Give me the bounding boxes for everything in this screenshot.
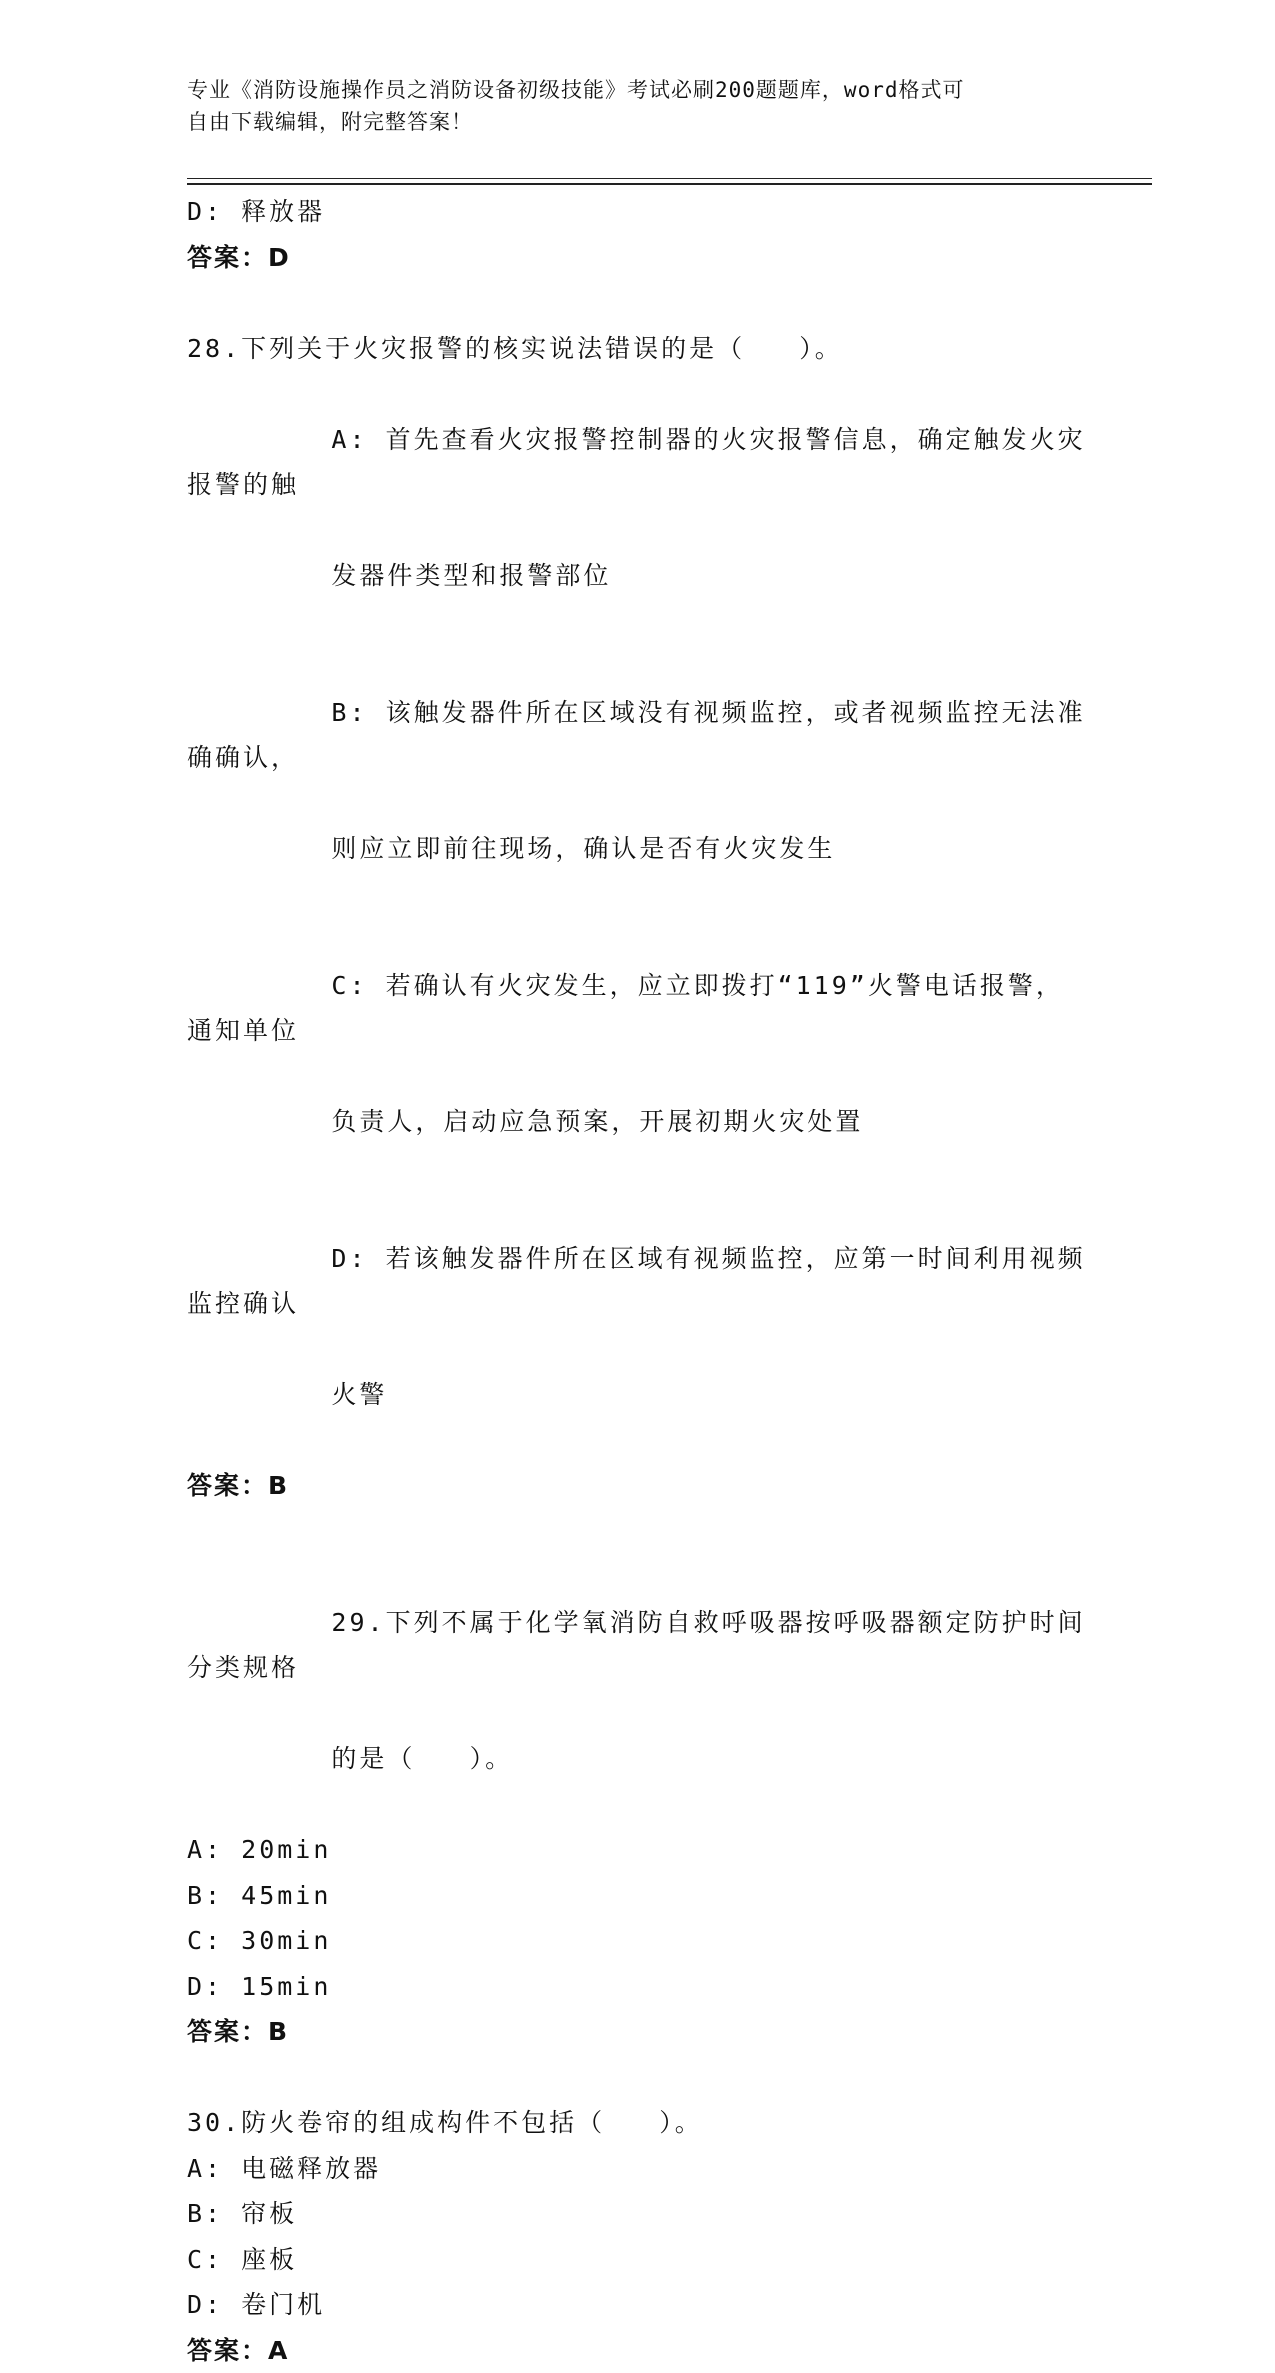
option-c-line-1: C: 若确认有火灾发生，应立即拨打“119”火警电话报警，通知单位 [187,971,1064,1046]
option-b: B: 帘板 [187,2191,1087,2237]
option-b-line-2: 则应立即前往现场，确认是否有火灾发生 [331,834,835,863]
option-c: C: 座板 [187,2237,1087,2283]
option-d: D: 15min [187,1964,1087,2010]
header-divider-thin [187,178,1152,179]
header-line-2: 自由下载编辑，附完整答案！ [187,106,1067,138]
option-c [187,917,1087,1190]
question-stem: 28.下列关于火灾报警的核实说法错误的是（ ）。 [187,326,1087,372]
question-stem-line-2: 的是（ ）。 [331,1744,513,1773]
spacer [187,1509,1087,1555]
question-stem [187,1554,1087,1827]
option-d: D: 卷门机 [187,2282,1087,2328]
question-28 [187,326,1087,1509]
spacer [187,2055,1087,2101]
question-stem: 30.防火卷帘的组成构件不包括（ ）。 [187,2100,1087,2146]
option-a-line-2: 发器件类型和报警部位 [331,561,611,590]
option-c-line-2: 负责人，启动应急预案，开展初期火灾处置 [331,1107,863,1136]
option-b [187,644,1087,917]
page-header [187,74,1067,138]
question-29 [187,1554,1087,2055]
question-30 [187,2100,1087,2373]
document-body [187,189,1087,2373]
answer: 答案：B [187,1463,1087,1509]
option-b-line-1: B: 该触发器件所在区域没有视频监控，或者视频监控无法准确确认， [187,698,1086,773]
answer: 答案：B [187,2009,1087,2055]
header-divider-thick [187,183,1152,185]
option-d-line-1: D: 若该触发器件所在区域有视频监控，应第一时间利用视频监控确认 [187,1244,1086,1319]
option-a: A: 20min [187,1827,1087,1873]
option-c: C: 30min [187,1918,1087,1964]
option-d [187,1190,1087,1463]
answer: 答案：A [187,2328,1087,2373]
option-d-line-2: 火警 [331,1380,387,1409]
spacer [187,280,1087,326]
header-line-1: 专业《消防设施操作员之消防设备初级技能》考试必刷200题题库，word格式可 [187,74,1067,106]
question-stem-line-1: 29.下列不属于化学氧消防自救呼吸器按呼吸器额定防护时间分类规格 [187,1608,1086,1683]
option-a-line-1: A: 首先查看火灾报警控制器的火灾报警信息，确定触发火灾报警的触 [187,425,1086,500]
option-a: A: 电磁释放器 [187,2146,1087,2192]
carryover-option-d: D: 释放器 [187,189,1087,235]
option-a [187,371,1087,644]
carryover-answer: 答案：D [187,235,1087,281]
option-b: B: 45min [187,1873,1087,1919]
